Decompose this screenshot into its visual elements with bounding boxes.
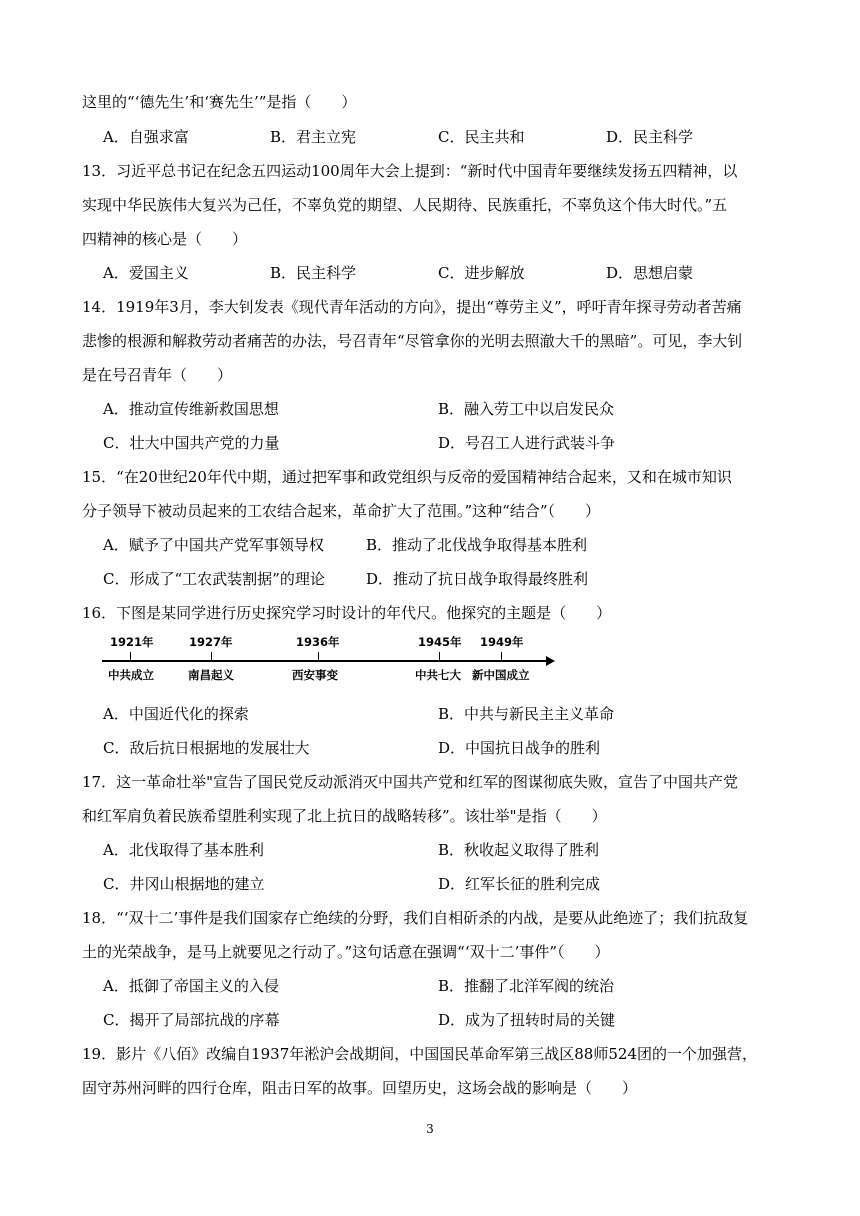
q14-option-b[interactable]: B．融入劳工中以启发民众 [438, 400, 615, 418]
q15-stem-line-1: 15．“在20世纪20年代中期，通过把军事和政党组织与反帝的爱国精神结合起来，又和在城市知识 [82, 468, 732, 486]
q14-stem-line-1: 14．1919年3月，李大钊发表《现代青年活动的方向》，提出“尊劳主义”，呼吁青年探寻劳动者苦痛 [82, 298, 742, 316]
q13-stem-line-3: 四精神的核心是（ ） [82, 230, 248, 248]
timeline-year-1921: 1921年 [110, 635, 154, 649]
timeline-axis [102, 660, 548, 662]
q16-option-d[interactable]: D．中国抗日战争的胜利 [438, 739, 601, 757]
q16-option-c[interactable]: C．敌后抗日根据地的发展壮大 [103, 739, 310, 757]
q15-option-a[interactable]: A．赋予了中国共产党军事领导权 [103, 536, 324, 554]
q18-stem-line-2: 土的光荣战争，是马上就要见之行动了。”这句话意在强调“‘双十二’事件”（ ） [82, 943, 610, 961]
q13-option-b[interactable]: B．民主科学 [270, 264, 357, 282]
q17-option-c[interactable]: C．井冈山根据地的建立 [103, 875, 265, 893]
timeline-event-1927: 南昌起义 [188, 668, 234, 682]
timeline-year-1945: 1945年 [418, 635, 462, 649]
q16-stem: 16．下图是某同学进行历史探究学习时设计的年代尺。他探究的主题是（ ） [82, 604, 612, 622]
q14-option-d[interactable]: D．号召工人进行武装斗争 [438, 434, 616, 452]
q18-option-b[interactable]: B．推翻了北洋军阀的统治 [438, 977, 615, 995]
q19-stem-line-1: 19．影片《八佰》改编自1937年淞沪会战期间，中国国民革命军第三战区88师524团的一个加强营， [82, 1045, 757, 1063]
timeline-event-1921: 中共成立 [108, 668, 154, 682]
timeline-event-1949: 新中国成立 [472, 668, 530, 682]
q18-option-a[interactable]: A．抵御了帝国主义的入侵 [103, 977, 279, 995]
timeline-figure [100, 634, 560, 686]
q12-stem-end: 这里的“‘德先生’和‘赛先生’”是指（ ） [82, 93, 357, 111]
timeline-year-1936: 1936年 [296, 635, 340, 649]
q12-option-d[interactable]: D．民主科学 [606, 128, 694, 146]
q12-option-b[interactable]: B．君主立宪 [270, 128, 357, 146]
q13-stem-line-1: 13．习近平总书记在纪念五四运动100周年大会上提到：“新时代中国青年要继续发扬五四精神，以 [82, 162, 738, 180]
timeline-event-1945: 中共七大 [415, 668, 461, 682]
q17-option-d[interactable]: D．红军长征的胜利完成 [438, 875, 601, 893]
q17-option-a[interactable]: A．北伐取得了基本胜利 [103, 841, 264, 859]
q15-option-d[interactable]: D．推动了抗日战争取得最终胜利 [366, 570, 589, 588]
timeline-year-1927: 1927年 [189, 635, 233, 649]
timeline-year-1949: 1949年 [480, 635, 524, 649]
q16-option-b[interactable]: B．中共与新民主主义革命 [438, 705, 615, 723]
timeline-arrow-icon [546, 656, 555, 666]
q12-option-c[interactable]: C．民主共和 [438, 128, 525, 146]
q18-option-d[interactable]: D．成为了扭转时局的关键 [438, 1011, 616, 1029]
timeline-event-1936: 西安事变 [292, 668, 338, 682]
q15-option-b[interactable]: B．推动了北伐战争取得基本胜利 [366, 536, 588, 554]
q14-stem-line-3: 是在号召青年（ ） [82, 366, 233, 384]
q13-stem-line-2: 实现中华民族伟大复兴为己任，不辜负党的期望、人民期待、民族重托，不辜负这个伟大时代。”五 [82, 196, 728, 214]
q14-stem-line-2: 悲惨的根源和解救劳动者痛苦的办法，号召青年“尽管拿你的光明去照澈大千的黑暗”。可见，李大钊 [82, 332, 743, 350]
q15-option-c[interactable]: C．形成了“工农武装割据”的理论 [103, 570, 325, 588]
q14-option-a[interactable]: A．推动宣传维新救国思想 [103, 400, 279, 418]
q13-option-d[interactable]: D．思想启蒙 [606, 264, 694, 282]
q16-option-a[interactable]: A．中国近代化的探索 [103, 705, 249, 723]
q14-option-c[interactable]: C．壮大中国共产党的力量 [103, 434, 280, 452]
q17-stem-line-2: 和红军肩负着民族希望胜利实现了北上抗日的战略转移”。该壮举"是指（ ） [82, 807, 607, 825]
q18-stem-line-1: 18．“‘双十二’事件是我们国家存亡绝续的分野，我们自相斫杀的内战，是要从此绝迹了；我们抗敌复 [82, 909, 749, 927]
q15-stem-line-2: 分子领导下被动员起来的工农结合起来，革命扩大了范围。”这种“结合”（ ） [82, 502, 601, 520]
q13-option-c[interactable]: C．进步解放 [438, 264, 525, 282]
page-number: 3 [426, 1122, 434, 1136]
q12-option-a[interactable]: A．自强求富 [103, 128, 189, 146]
q13-option-a[interactable]: A．爱国主义 [103, 264, 189, 282]
q17-stem-line-1: 17．这一革命壮举"宣告了国民党反动派消灭中国共产党和红军的图谋彻底失败，宣告了中国共产党 [82, 773, 738, 791]
q17-option-b[interactable]: B．秋收起义取得了胜利 [438, 841, 600, 859]
q18-option-c[interactable]: C．揭开了局部抗战的序幕 [103, 1011, 280, 1029]
q19-stem-line-2: 固守苏州河畔的四行仓库，阻击日军的故事。回望历史，这场会战的影响是（ ） [82, 1079, 638, 1097]
